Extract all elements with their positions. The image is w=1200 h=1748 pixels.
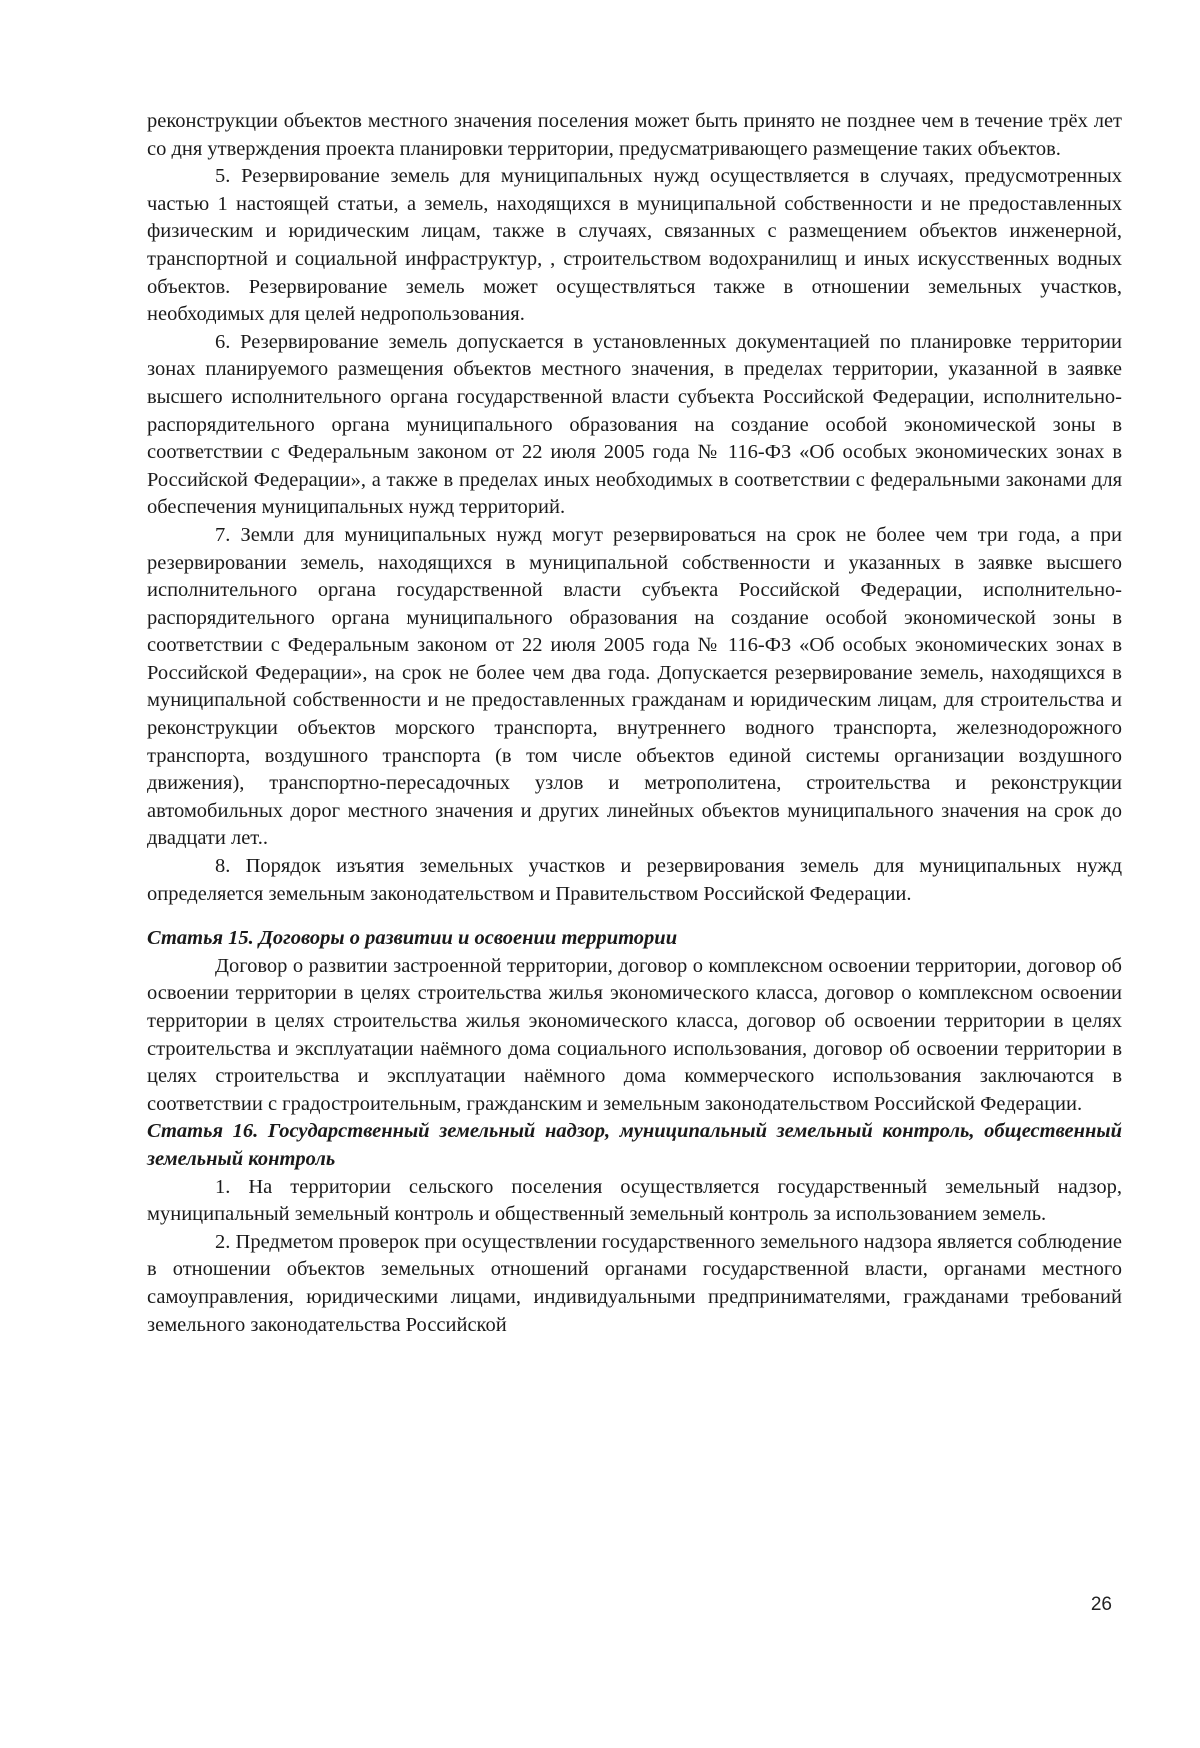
paragraph-continuation: реконструкции объектов местного значения поселения может быть принято не позднее чем в течение трёх лет со дня утверждения проекта планировки территории, предусматривающего размещение таких объектов. [147,110,1122,160]
article-16-paragraph-2: 2. Предметом проверок при осуществлении государственного земельного надзора является соблюдение в отношении объектов земельных отношений органами государственной власти, органами местного самоуправления, юридическими лицами, индивидуальными предпринимателями, гражданами требований земельного законодательства Российской [147,1230,1122,1336]
article-15-heading: Статья 15. Договоры о развитии и освоении территории [147,927,678,950]
paragraph-item-7: 7. Земли для муниципальных нужд могут резервироваться на срок не более чем три года, а при резервировании земель, находящихся в муниципальной собственности и указанных в заявке высшего исполнительного органа государственной власти субъекта Российской Федерации, исполнительно-распорядительного органа муниципального образования на создание особой экономической зоны в соответствии с Федеральным законом от 22 июля 2005 года № 116-ФЗ «Об особых экономических зонах в Российской Федерации», на срок не более чем два года. Допускается резервирование земель, находящихся в муниципальной собственности и не предоставленных гражданам и юридическим лицам, для строительства и реконструкции объектов морского транспорта, внутреннего водного транспорта, железнодорожного транспорта, воздушного транспорта (в том числе объектов единой системы организации воздушного движения), транспортно-пересадочных узлов и метрополитена, строительства и реконструкции автомобильных дорог местного значения и других линейных объектов муниципального значения на срок до двадцати лет.. [147,523,1122,850]
document-body [147,108,1122,1339]
paragraph-item-6: 6. Резервирование земель допускается в установленных документацией по планировке территории зонах планируемого размещения объектов местного значения, в пределах территории, указанной в заявке высшего исполнительного органа государственной власти субъекта Российской Федерации, исполнительно-распорядительного органа муниципального образования на создание особой экономической зоны в соответствии с Федеральным законом от 22 июля 2005 года № 116-ФЗ «Об особых экономических зонах в Российской Федерации», а также в пределах иных необходимых в соответствии с федеральными законами для обеспечения муниципальных нужд территорий. [147,330,1122,519]
article-16-heading: Статья 16. Государственный земельный надзор, муниципальный земельный контроль, общественный земельный контроль [147,1120,1122,1170]
paragraph-item-8: 8. Порядок изъятия земельных участков и резервирования земель для муниципальных нужд определяется земельным законодательством и Правительством Российской Федерации. [147,855,1122,905]
article-16-paragraph-1: 1. На территории сельского поселения осуществляется государственный земельный надзор, муниципальный земельный контроль и общественный земельный контроль за использованием земель. [147,1175,1122,1226]
paragraph-item-5: 5. Резервирование земель для муниципальных нужд осуществляется в случаях, предусмотренных частью 1 настоящей статьи, а земель, находящихся в муниципальной собственности и не предоставленных физическим и юридическим лицам, также в случаях, связанных с размещением объектов инженерной, транспортной и социальной инфраструктур, , строительством водохранилищ и иных искусственных водных объектов. Резервирование земель может осуществляться также в отношении земельных участков, необходимых для целей недропользования. [147,165,1122,326]
page-number: 26 [1090,1594,1112,1615]
article-15-paragraph: Договор о развитии застроенной территории, договор о комплексном освоении территории, договор об освоении территории в целях строительства жилья экономического класса, договор о комплексном освоении территории в целях строительства жилья экономического класса, договор об освоении территории в целях строительства и эксплуатации наёмного дома социального использования, договор об освоении территории в целях строительства и эксплуатации наёмного дома коммерческого использования заключаются в соответствии с градостроительным, гражданским и земельным законодательством Российской Федерации. [147,954,1122,1115]
